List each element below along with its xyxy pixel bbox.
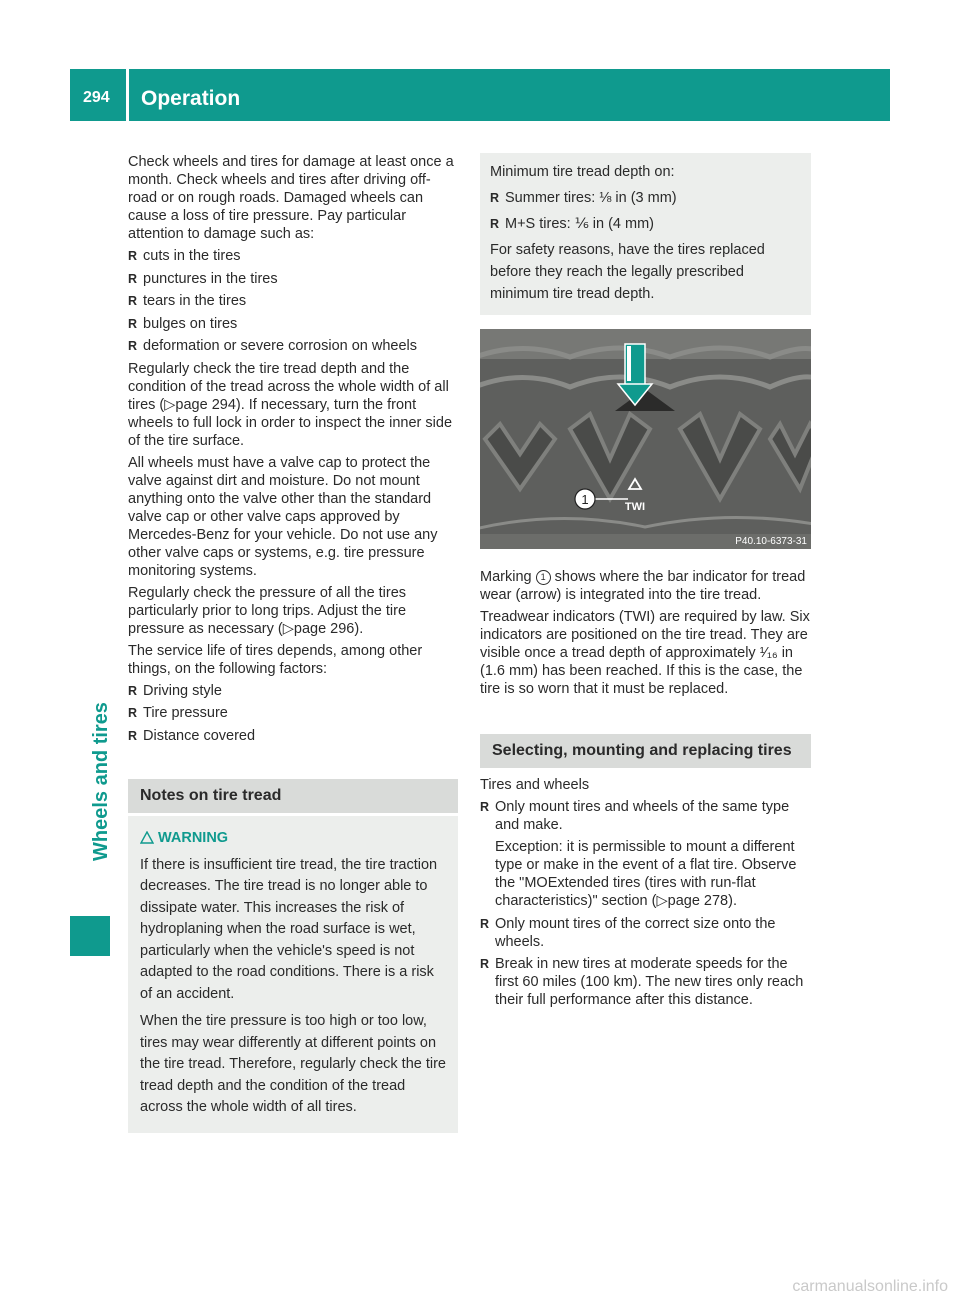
list-item: R cuts in the tires <box>128 247 458 265</box>
left-column <box>128 153 458 1133</box>
min-depth-box <box>480 153 811 315</box>
min-depth-note: For safety reasons, have the tires replaced before they reach the legally prescribed minimum tire tread depth. <box>490 242 765 302</box>
selecting-heading: Selecting, mounting and replacing tires <box>480 734 811 768</box>
page-ref-link[interactable]: page 278 <box>667 893 729 909</box>
figure-marker-number: 1 <box>581 492 589 507</box>
warning-box <box>128 816 458 1133</box>
warning-header <box>140 828 446 852</box>
list-item: R Break in new tires at moderate speeds for the first 60 miles (100 km). The new tires only reach their full performance after this distance. <box>480 955 811 1009</box>
text-span: Exception: it is permissible to mount a different type or make in the event of a flat tire. Observe the "MOExtended tires (tires with run-flat characteristics)" section ( <box>495 839 797 909</box>
list-item: R tears in the tires <box>128 292 458 310</box>
watermark: carmanualsonline.info <box>792 1278 948 1295</box>
min-depth-title: Minimum tire tread depth on: <box>490 164 675 180</box>
list-item: R Driving style <box>128 682 458 700</box>
list-item: R punctures in the tires <box>128 270 458 288</box>
page-ref-link[interactable]: page 296 <box>293 620 355 637</box>
mounting-list <box>480 798 811 1009</box>
valve-paragraph: All wheels must have a valve cap to protect the valve against dirt and moisture. Do not mount anything onto the valve other than the standard valve cap or other valve caps approved by Mercedes-Benz for your vehicle. Do not use any other valve caps or systems, e.g. tire pressure monitoring systems. <box>128 454 438 579</box>
side-tab-label: Wheels and tires <box>90 702 112 861</box>
list-item: R Distance covered <box>128 727 458 745</box>
tires-wheels-label: Tires and wheels <box>480 777 590 793</box>
text-span: ). If necessary, turn the front wheels to full lock in order to inspect the inner side of the tire surface. <box>128 396 453 449</box>
text-span: Marking <box>480 569 536 585</box>
exception-text <box>495 838 811 910</box>
twi-paragraph: Treadwear indicators (TWI) are required by law. Six indicators are positioned on the tire tread. They are visible once a tread depth of approximately ¹⁄₁₆ in (1.6 mm) has been reached. If this is the case, the tire is so worn that it must be replaced. <box>480 609 810 697</box>
twi-label: TWI <box>624 501 646 513</box>
text-span: Regularly check the pressure of all the tires particularly prior to long trips. Adjust the tire pressure as necessary ( <box>128 584 407 637</box>
tread-check-paragraph <box>128 360 458 450</box>
page-ref-arrow-icon: ▷ <box>164 396 176 413</box>
text-span: ). <box>728 893 737 909</box>
list-item: R M+S tires: ⅙ in (4 mm) <box>490 213 801 235</box>
text-span: shows where the bar indicator for tread wear (arrow) is integrated into the tire tread. <box>480 569 806 603</box>
side-tab-block <box>70 916 110 956</box>
list-item: R Tire pressure <box>128 704 458 722</box>
damage-list <box>128 247 458 355</box>
text-span: ). <box>354 620 364 637</box>
section-title: Operation <box>141 87 241 110</box>
tire-tread-figure <box>480 329 811 549</box>
header-divider <box>126 69 129 121</box>
list-item: R Only mount tires of the correct size onto the wheels. <box>480 915 811 951</box>
marking-paragraph <box>480 568 811 604</box>
warning-paragraph: When the tire pressure is too high or too low, tires may wear differently at different points on the tire tread. Therefore, regularly check the tire tread depth and the condition of the tread across the whole width of all tires. <box>140 1013 446 1115</box>
page-number: 294 <box>83 89 110 106</box>
marker-number-icon: 1 <box>536 570 551 585</box>
list-item: R deformation or severe corrosion on wheels <box>128 337 458 355</box>
factors-list <box>128 682 458 745</box>
service-life-paragraph: The service life of tires depends, among other things, on the following factors: <box>128 642 423 677</box>
notes-heading: Notes on tire tread <box>128 779 458 813</box>
page-ref-link[interactable]: page 294 <box>175 396 236 413</box>
warning-paragraph: If there is insufficient tire tread, the tire traction decreases. The tire tread is no longer able to dissipate water. This increases the risk of hydroplaning when the road surface is wet, particularly when the vehicle's speed is not adapted to the road conditions. There is a risk of an accident. <box>140 856 438 1002</box>
warning-title: WARNING <box>158 830 229 846</box>
warning-triangle-icon <box>140 830 158 852</box>
pressure-paragraph <box>128 584 458 638</box>
page-ref-arrow-icon: ▷ <box>656 893 668 909</box>
intro-paragraph: Check wheels and tires for damage at least once a month. Check wheels and tires after driving off-road or on rough roads. Damaged wheels can cause a loss of tire pressure. Pay particular attention to damage such as: <box>128 154 454 242</box>
min-depth-list <box>490 187 801 235</box>
list-item <box>480 798 811 910</box>
page-ref-arrow-icon: ▷ <box>282 620 294 637</box>
right-column <box>480 153 811 1014</box>
figure-code: P40.10-6373-31 <box>735 536 807 547</box>
list-item: R bulges on tires <box>128 315 458 333</box>
list-item-text: R Only mount tires and wheels of the same type and make. <box>495 799 790 833</box>
list-item: R Summer tires: ⅛ in (3 mm) <box>490 187 801 209</box>
text-span: Regularly check the tire tread depth and the condition of the tread across the whole width of all tires ( <box>128 360 449 413</box>
